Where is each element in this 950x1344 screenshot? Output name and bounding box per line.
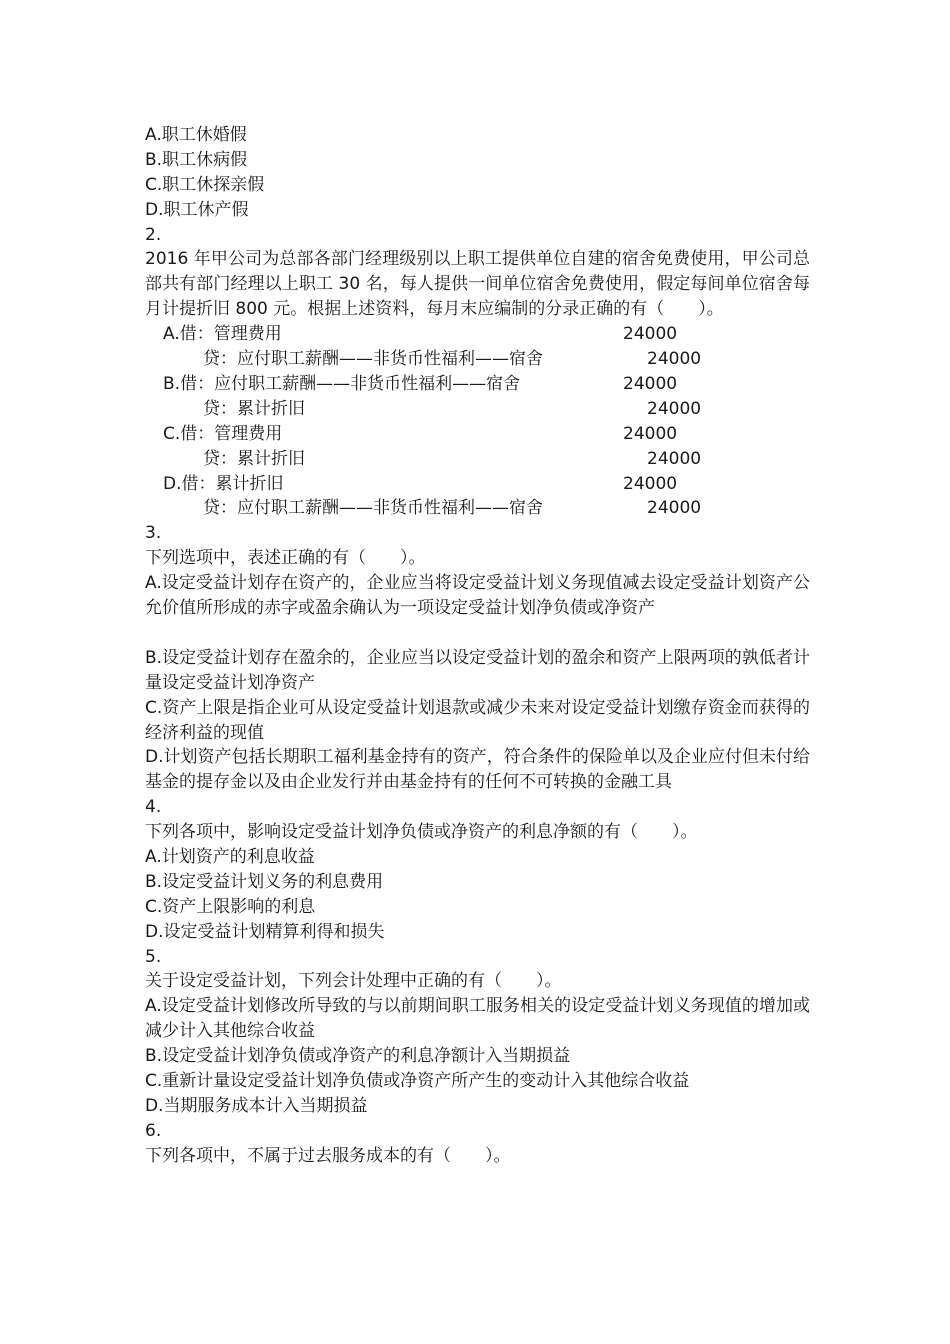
q2-stem: 2016 年甲公司为总部各部门经理级别以上职工提供单位自建的宿舍免费使用，甲公司总部共有部门经理以上职工 30 名，每人提供一间单位宿舍免费使用，假定每间单位宿舍每月计提折旧 800 元。根据上述资料，每月末应编制的分录正确的有（ ）。: [145, 249, 810, 320]
debit-account: B.借：应付职工薪酬——非货币性福利——宿舍: [163, 373, 521, 394]
q4-option-a: A.计划资产的利息收益: [145, 847, 315, 867]
credit-amount: 24000: [647, 498, 702, 519]
q2-entry-d-credit: [145, 496, 810, 521]
credit-amount: 24000: [647, 448, 702, 469]
credit-amount: 24000: [647, 349, 702, 370]
credit-account: 贷：应付职工薪酬——非货币性福利——宿舍: [203, 498, 543, 519]
credit-account: 贷：应付职工薪酬——非货币性福利——宿舍: [203, 349, 543, 370]
debit-amount: 24000: [623, 423, 678, 444]
q5-stem: 关于设定受益计划，下列会计处理中正确的有（ ）。: [145, 971, 562, 992]
q2-entry-b-credit: [145, 397, 810, 422]
debit-account: A.借：管理费用: [163, 324, 282, 345]
debit-account: D.借：累计折旧: [163, 473, 284, 494]
q5-number: 5.: [145, 946, 162, 967]
q1-option-a: A.职工休婚假: [145, 125, 247, 145]
q2-entry-c-credit: [145, 447, 810, 472]
q1-option-d: D.职工休产假: [145, 199, 249, 220]
q3-option-a: A.设定受益计划存在资产的，企业应当将设定受益计划义务现值减去设定受益计划资产公允价值所形成的赤字或盈余确认为一项设定受益计划净负债或净资产: [145, 573, 810, 618]
q2-entry-b-debit: [145, 372, 810, 397]
debit-amount: 24000: [623, 373, 678, 394]
q2-entry-d-debit: [145, 472, 810, 497]
q6-stem: 下列各项中，不属于过去服务成本的有（ ）。: [145, 1145, 511, 1166]
q3-option-b: B.设定受益计划存在盈余的，企业应当以设定受益计划的盈余和资产上限两项的孰低者计量设定受益计划净资产: [145, 647, 810, 693]
q4-option-b: B.设定受益计划义务的利息费用: [145, 871, 384, 892]
q5-option-d: D.当期服务成本计入当期损益: [145, 1095, 368, 1116]
q6-number: 6.: [145, 1120, 162, 1141]
q4-option-c: C.资产上限影响的利息: [145, 896, 316, 917]
credit-account: 贷：累计折旧: [203, 398, 305, 419]
debit-amount: 24000: [623, 324, 678, 345]
q5-option-a: A.设定受益计划修改所导致的与以前期间职工服务相关的设定受益计划义务现值的增加或减少计入其他综合收益: [145, 996, 810, 1042]
q1-option-c: C.职工休探亲假: [145, 174, 265, 195]
q1-option-b: B.职工休病假: [145, 149, 248, 170]
document-content: [145, 123, 810, 1169]
q4-option-d: D.设定受益计划精算利得和损失: [145, 921, 385, 942]
q4-number: 4.: [145, 797, 162, 818]
blank-line: [145, 621, 810, 646]
q2-entry-a-debit: [145, 322, 810, 347]
debit-account: C.借：管理费用: [163, 423, 283, 444]
q2-entry-a-credit: [145, 347, 810, 372]
credit-amount: 24000: [647, 398, 702, 419]
q2-entry-c-debit: [145, 422, 810, 447]
debit-amount: 24000: [623, 473, 678, 494]
q4-stem: 下列各项中，影响设定受益计划净负债或净资产的利息净额的有（ ）。: [145, 822, 698, 843]
q3-stem: 下列选项中，表述正确的有（ ）。: [145, 548, 426, 569]
q3-option-c: C.资产上限是指企业可从设定受益计划退款或减少未来对设定受益计划缴存资金而获得的经济利益的现值: [145, 697, 810, 743]
q3-option-d: D.计划资产包括长期职工福利基金持有的资产，符合条件的保险单以及企业应付但未付给基金的提存金以及由企业发行并由基金持有的任何不可转换的金融工具: [145, 747, 810, 793]
q5-option-c: C.重新计量设定受益计划净负债或净资产所产生的变动计入其他综合收益: [145, 1071, 690, 1092]
q2-number: 2.: [145, 224, 162, 245]
q5-option-b: B.设定受益计划净负债或净资产的利息净额计入当期损益: [145, 1046, 571, 1067]
q3-number: 3.: [145, 523, 162, 544]
credit-account: 贷：累计折旧: [203, 448, 305, 469]
